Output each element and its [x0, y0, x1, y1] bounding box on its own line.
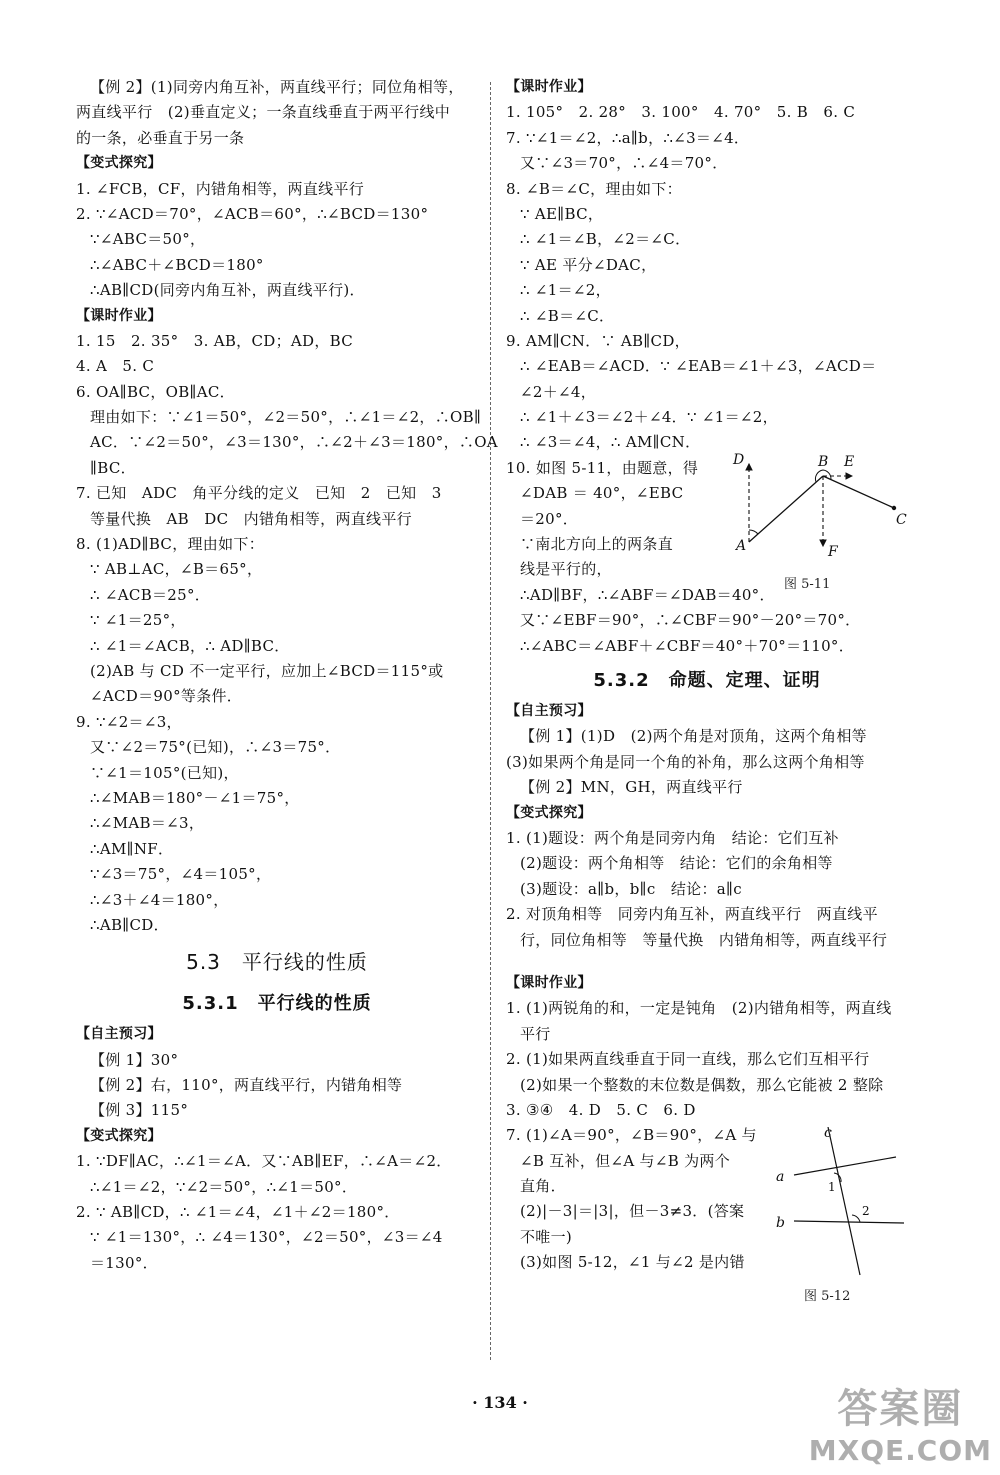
label-b: b: [776, 1215, 785, 1232]
answer-line: ∵ AB⊥AC，∠B＝65°，: [90, 560, 263, 579]
answer-line: ∴ ∠1＋∠3＝∠2＋∠4．∵ ∠1＝∠2，: [520, 408, 778, 427]
answer-line: (2)|－3|＝|3|，但－3≠3．(答案: [520, 1202, 745, 1221]
section-label: 【自主预习】: [76, 1026, 162, 1043]
answer-line: ∵ ∠1＝25°，: [90, 611, 186, 630]
answer-line: 又∵∠3＝70°，∴∠4＝70°．: [520, 154, 728, 173]
answer-line: 7. 已知 ADC 角平分线的定义 已知 2 已知 3: [76, 484, 442, 503]
answer-line: 2. (1)如果两直线垂直于同一直线，那么它们互相平行: [506, 1050, 870, 1069]
section-heading-5-3-2: 5.3.2 命题、定理、证明: [593, 670, 821, 692]
answer-line: 1. (1)两锐角的和，一定是钝角 (2)内错角相等，两直线: [506, 999, 892, 1018]
left-answers-top: [76, 75, 498, 938]
answer-line: 又∵∠EBF＝90°，∴∠CBF＝90°－20°＝70°．: [520, 611, 861, 630]
label-a: A: [736, 537, 747, 554]
watermark-url: MXQE.COM: [808, 1434, 992, 1467]
section-heading-5-3: 5.3 平行线的性质: [186, 950, 368, 975]
answer-line: 6. OA∥BC，OB∥AC．: [76, 382, 235, 401]
answer-line: 线是平行的，: [520, 560, 612, 579]
answer-line: 3. ③④ 4. D 5. C 6. D: [506, 1100, 696, 1119]
answer-line: 【例 1】(1)D (2)两个角是对顶角，这两个角相等: [520, 727, 867, 746]
answer-line: 两直线平行 (2)垂直定义；一条直线垂直于两平行线中: [76, 103, 451, 122]
answer-line: ∵南北方向上的两条直: [520, 535, 674, 554]
right-column: [506, 75, 908, 1305]
answer-line: (3)题设：a∥b，b∥c 结论：a∥c: [520, 879, 742, 898]
answer-line: ∵ AE∥BC，: [520, 204, 604, 223]
label-c: C: [896, 511, 907, 528]
answer-line: ∴AM∥NF．: [90, 839, 174, 858]
point-c: [892, 506, 896, 510]
label-angle-1: 1: [828, 1180, 836, 1195]
answer-line: ∠B 互补，但∠A 与∠B 为两个: [520, 1151, 730, 1170]
segment-bc: [823, 476, 894, 508]
answer-line: 行，同位角相等 等量代换 内错角相等，两直线平行: [520, 930, 888, 949]
answer-line: ＝20°．: [520, 509, 579, 528]
answer-line: 9. AM∥CN．∵ AB∥CD，: [506, 331, 690, 350]
answer-line: 【例 2】右，110°，两直线平行，内错角相等: [90, 1076, 403, 1095]
question-7-block: [506, 1123, 908, 1305]
label-c: c: [824, 1127, 832, 1142]
answer-line: ∴∠1＝∠2，∵∠2＝50°，∴∠1＝50°．: [90, 1177, 358, 1196]
answer-line: 【例 1】30°: [90, 1050, 179, 1069]
answer-line: ∴∠3＋∠4＝180°，: [90, 890, 229, 909]
answer-line: 不唯一): [520, 1227, 573, 1246]
answer-line: ∴AB∥CD．: [90, 915, 169, 934]
answer-line: ∵ AE 平分∠DAC，: [520, 255, 657, 274]
label-angle-2: 2: [862, 1204, 870, 1219]
answer-line: (2)如果一个整数的末位数是偶数，那么它能被 2 整除: [520, 1075, 884, 1094]
answer-line: 的一条，必垂直于另一条: [76, 128, 245, 147]
answer-line: 2. ∵∠ACD＝70°，∠ACB＝60°，∴∠BCD＝130°: [76, 204, 429, 223]
angle-arc-a: [749, 530, 758, 534]
answer-line: (3)如图 5-12，∠1 与∠2 是内错: [520, 1253, 745, 1272]
answer-line: ∴ ∠1＝∠B，∠2＝∠C．: [520, 230, 691, 249]
answer-line: 10. 如图 5-11，由题意，得: [506, 458, 699, 477]
answer-line: 8. ∠B＝∠C，理由如下：: [506, 179, 682, 198]
figure-5-12: [768, 1127, 908, 1281]
answer-line: ∠DAB ＝ 40°，∠EBC: [520, 484, 684, 503]
question-10-block: [506, 451, 908, 592]
right-answers-middle: [506, 699, 908, 953]
label-d: D: [733, 451, 745, 468]
figure-5-11-caption: 图 5-11: [784, 576, 831, 592]
angle-arc-2: [852, 1215, 860, 1222]
answer-line: ∵∠1＝105°(已知)，: [90, 763, 239, 782]
answer-line: 9. ∵∠2＝∠3，: [76, 712, 182, 731]
answer-line: ∵ ∠1＝130°，∴ ∠4＝130°，∠2＝50°，∠3＝∠4: [90, 1228, 443, 1247]
section-label: 【自主预习】: [506, 703, 592, 720]
question-7-text: [506, 1123, 776, 1275]
section-heading-5-3-1: 5.3.1 平行线的性质: [182, 993, 372, 1015]
answer-line: ∴ ∠1＝∠2，: [520, 281, 611, 300]
right-answers-q10-end: [506, 583, 908, 659]
section-label: 【课时作业】: [506, 79, 592, 95]
answer-line: ∵∠ABC＝50°，: [90, 230, 206, 249]
answer-line: ＝130°．: [90, 1253, 158, 1272]
label-b: B: [818, 453, 829, 470]
answer-line: ∴ ∠ACB＝25°．: [90, 585, 211, 604]
answer-line: ∴ ∠EAB＝∠ACD．∵ ∠EAB＝∠1＋∠3，∠ACD＝: [520, 357, 877, 376]
section-label: 【变式探究】: [76, 155, 162, 172]
answer-line: 1. 15 2. 35° 3. AB，CD；AD，BC: [76, 331, 354, 350]
answer-line: ∴∠MAB＝180°－∠1＝75°，: [90, 788, 300, 807]
answer-line: 1. (1)题设：两个角是同旁内角 结论：它们互补: [506, 828, 839, 847]
answer-line: 【例 2】MN，GH，两直线平行: [520, 778, 743, 797]
figure-5-12-caption: 图 5-12: [804, 1289, 851, 1305]
answer-line: 【例 3】115°: [90, 1101, 189, 1120]
answer-line: 等量代换 AB DC 内错角相等，两直线平行: [90, 509, 412, 528]
left-answers-bottom: [76, 1022, 478, 1276]
answer-line: (2)题设：两个角相等 结论：它们的余角相等: [520, 854, 833, 873]
answer-line: (2)AB 与 CD 不一定平行，应加上∠BCD＝115°或: [90, 661, 444, 680]
page-number: · 134 ·: [472, 1393, 528, 1412]
answer-line: ∵∠3＝75°，∠4＝105°，: [90, 865, 272, 884]
section-label: 【课时作业】: [506, 974, 592, 991]
answer-line: 4. A 5. C: [76, 357, 155, 376]
answer-line: ∴AB∥CD(同旁内角互补，两直线平行)．: [90, 281, 365, 300]
answer-line: ∴ ∠1＝∠ACB，∴ AD∥BC．: [90, 636, 290, 655]
left-column: [76, 75, 498, 1276]
right-answers-lower: [506, 971, 908, 1123]
answer-line: ∠ACD＝90°等条件．: [90, 687, 243, 706]
answer-line: 【例 2】(1)同旁内角互补，两直线平行；同位角相等，: [90, 78, 464, 96]
question-10-text: [506, 456, 726, 583]
answer-line: 直角．: [520, 1177, 566, 1196]
answer-line: 2. 对顶角相等 同旁内角互补，两直线平行 两直线平: [506, 905, 878, 924]
answer-line: 7. ∵∠1＝∠2，∴a∥b，∴∠3＝∠4．: [506, 128, 750, 147]
answer-line: ∴AD∥BF，∴∠ABF＝∠DAB＝40°．: [520, 585, 775, 604]
answer-line: 又∵∠2＝75°(已知)，∴∠3＝75°．: [90, 738, 341, 757]
figure-5-11: [728, 450, 912, 574]
line-c: [828, 1127, 860, 1275]
answer-line: AC．∵∠2＝50°，∠3＝130°，∴∠2＋∠3＝180°，∴OA: [90, 433, 498, 452]
label-f: F: [828, 543, 838, 560]
section-label: 【变式探究】: [76, 1127, 162, 1144]
section-label: 【课时作业】: [76, 307, 162, 324]
column-divider: [490, 82, 491, 1360]
answer-line: 1. ∵DF∥AC，∴∠1＝∠A．又∵AB∥EF，∴∠A＝∠2．: [76, 1152, 452, 1171]
answer-line: (3)如果两个角是同一个角的补角，那么这两个角相等: [506, 752, 865, 771]
answer-line: 2. ∵ AB∥CD，∴ ∠1＝∠4，∠1＋∠2＝180°．: [76, 1203, 400, 1222]
answer-line: ∴∠MAB＝∠3，: [90, 814, 205, 833]
answer-line: ∴∠ABC＝∠ABF＋∠CBF＝40°＋70°＝110°．: [520, 636, 855, 655]
section-label: 【变式探究】: [506, 804, 592, 821]
answer-line: ∴∠ABC＋∠BCD＝180°: [90, 255, 264, 274]
label-e: E: [844, 453, 855, 470]
watermark-text: 答案圈: [837, 1386, 964, 1432]
answer-line: 7. (1)∠A＝90°，∠B＝90°，∠A 与: [506, 1126, 757, 1145]
answer-line: ∴ ∠B＝∠C．: [520, 306, 615, 325]
label-a: a: [776, 1169, 785, 1186]
right-answers-top: [506, 75, 908, 456]
answer-line: 平行: [520, 1024, 551, 1043]
answer-line: 8. (1)AD∥BC，理由如下：: [76, 535, 264, 554]
line-a: [794, 1157, 896, 1175]
segment-ab: [749, 476, 823, 542]
answer-line: ∴ ∠3＝∠4，∴ AM∥CN．: [520, 433, 701, 452]
answer-line: ∠2＋∠4，: [520, 382, 597, 401]
answer-line: 1. 105° 2. 28° 3. 100° 4. 70° 5. B 6. C: [506, 103, 856, 122]
answer-line: ∥BC．: [90, 458, 136, 477]
answer-line: 1. ∠FCB，CF，内错角相等，两直线平行: [76, 179, 365, 198]
watermark-logo: [809, 1377, 992, 1467]
answer-line: 理由如下：∵∠1＝50°，∠2＝50°，∴∠1＝∠2，∴OB∥: [90, 408, 482, 427]
